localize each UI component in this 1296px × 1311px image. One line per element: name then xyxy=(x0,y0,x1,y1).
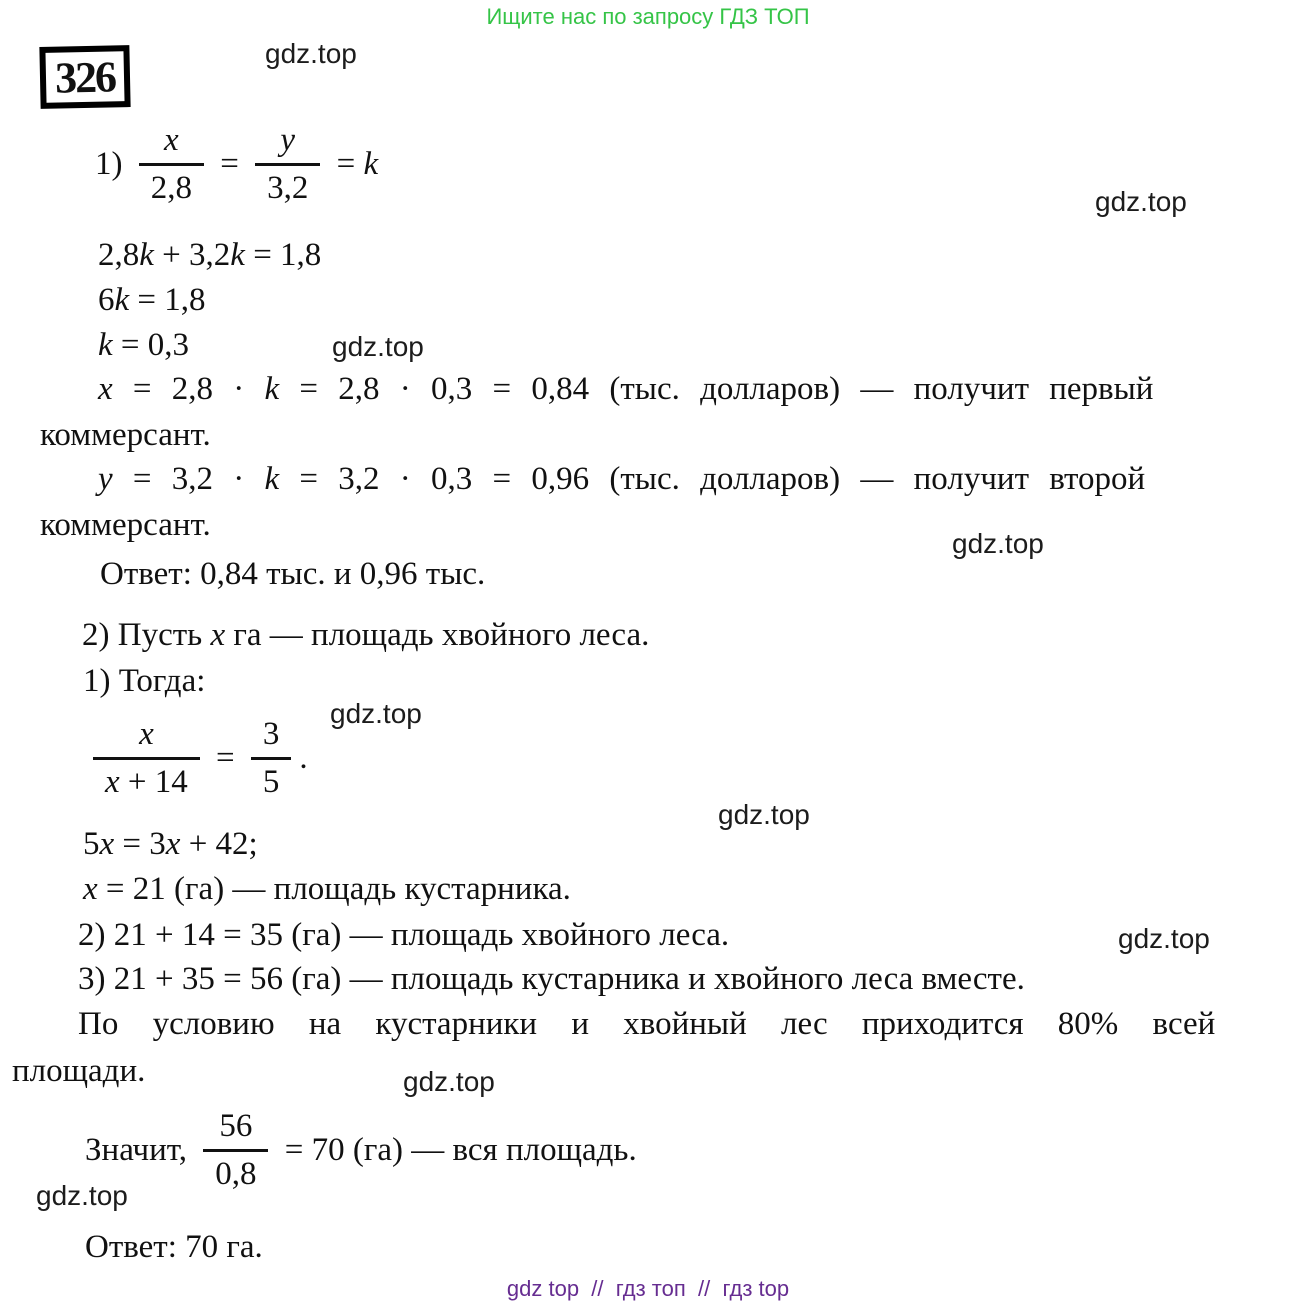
math-y-result-continuation: коммерсант. xyxy=(40,507,211,543)
fraction: $\frac{y}{3,2}$ xyxy=(255,118,320,211)
math-proportion-equation: 1) $\frac{x}{2,8}$ = $\frac{y}{3,2}$ = k xyxy=(95,118,378,211)
watermark-gdz-top-2: gdz.top xyxy=(1095,186,1187,217)
watermark-gdz-top-5: gdz.top xyxy=(330,698,422,729)
watermark-gdz-top-6: gdz.top xyxy=(718,799,810,830)
math-fraction-proportion: $\frac{x}{x + 14}$ = $\frac{3}{5}$ . xyxy=(85,712,308,805)
math-x-result-continuation: коммерсант. xyxy=(40,417,211,453)
watermark-gdz-top-1: gdz.top xyxy=(265,38,357,69)
math-step3-line: 3) 21 + 35 = 56 (га) — площадь кустарника и хвойного леса вместе. xyxy=(78,961,1025,997)
math-6k-equation: 6k = 1,8 xyxy=(98,282,206,318)
problem-number: 326 xyxy=(54,51,116,103)
footer-watermark: gdz top // гдз топ // гдз top xyxy=(506,1276,790,1301)
math-total-area-line: Значит, $\frac{56}{0,8}$ = 70 (га) — вся площадь. xyxy=(85,1104,637,1197)
site-search-hint: Ищите нас по запросу ГДЗ ТОП xyxy=(486,4,810,29)
fraction: $\frac{x}{2,8}$ xyxy=(139,118,204,211)
condition-text-line: По условию на кустарники и хвойный лес приходится 80% всей xyxy=(78,1006,1216,1042)
math-x-result-line: x = 2,8 · k = 2,8 · 0,3 = 0,84 (тыс. долларов) — получит первый xyxy=(98,371,1154,407)
math-step2-line: 2) 21 + 14 = 35 (га) — площадь хвойного леса. xyxy=(78,917,730,953)
watermark-gdz-top-8: gdz.top xyxy=(403,1066,495,1097)
part2-then-label: 1) Тогда: xyxy=(83,663,206,699)
watermark-gdz-top-9: gdz.top xyxy=(36,1180,128,1211)
math-y-result-line: y = 3,2 · k = 3,2 · 0,3 = 0,96 (тыс. долларов) — получит второй xyxy=(98,461,1146,497)
fraction: $\frac{56}{0,8}$ xyxy=(203,1104,268,1197)
part2-assumption-line: 2) Пусть x га — площадь хвойного леса. xyxy=(82,617,650,653)
watermark-gdz-top-4: gdz.top xyxy=(952,528,1044,559)
problem-number-box xyxy=(39,45,130,109)
math-k-value: k = 0,3 xyxy=(98,327,190,363)
fraction: $\frac{x}{x + 14}$ xyxy=(93,712,200,805)
watermark-gdz-top-3: gdz.top xyxy=(332,331,424,362)
math-x-21-result: x = 21 (га) — площадь кустарника. xyxy=(83,871,571,907)
fraction: $\frac{3}{5}$ xyxy=(251,712,292,805)
watermark-gdz-top-7: gdz.top xyxy=(1118,923,1210,954)
part1-answer-line: Ответ: 0,84 тыс. и 0,96 тыс. xyxy=(100,556,486,592)
math-linear-equation: 5x = 3x + 42; xyxy=(83,826,258,862)
condition-text-continuation: площади. xyxy=(12,1053,146,1089)
part2-answer-line: Ответ: 70 га. xyxy=(85,1229,263,1265)
math-sum-equation: 2,8k + 3,2k = 1,8 xyxy=(98,237,322,273)
